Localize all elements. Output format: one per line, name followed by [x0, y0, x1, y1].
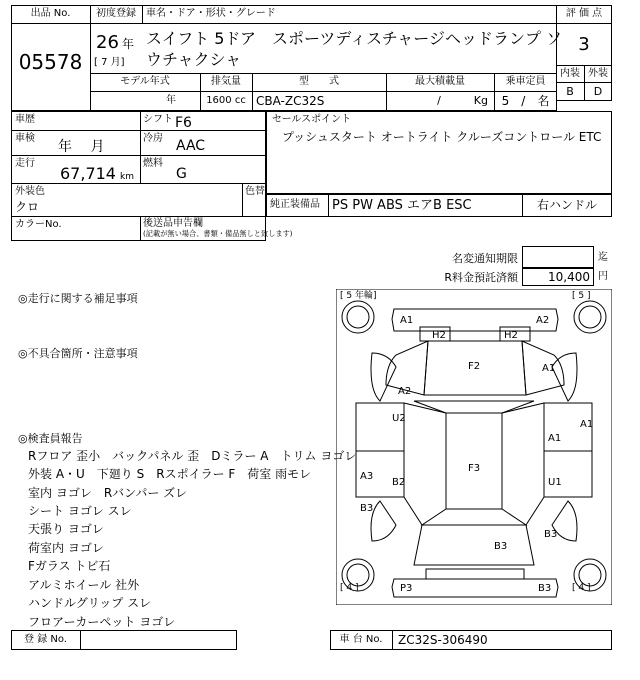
inspector-line: シート ヨゴレ スレ	[28, 504, 132, 518]
equipment-value: PS PW ABS エアB ESC	[332, 198, 472, 213]
exterior-color-label: 外装色	[15, 186, 45, 197]
mileage-unit: km	[120, 172, 134, 182]
vehicle-damage-diagram	[336, 289, 612, 605]
inspector-line: 天張り ヨゴレ	[28, 522, 104, 536]
inspector-line: Fガラス トビ石	[28, 559, 111, 573]
car-name-line2: ウチャクシャ	[146, 50, 242, 69]
steering-value: 右ハンドル	[536, 198, 597, 212]
lot-number: 05578	[18, 50, 83, 74]
doc-label: 後送品申告欄	[143, 218, 203, 229]
damage-mark: U2	[392, 413, 406, 424]
tire-tread-fr: [ 5 ]	[572, 291, 591, 301]
damage-mark: H2	[432, 330, 446, 341]
mileage-value: 67,714	[60, 164, 116, 183]
fuel-value: G	[176, 166, 187, 182]
damage-mark: F3	[468, 463, 481, 474]
model-label: 型 式	[299, 76, 339, 87]
damage-mark: U1	[548, 477, 562, 488]
recycle-label: R料金預託済額	[444, 271, 518, 284]
inspector-line: アルミホイール 社外	[28, 578, 140, 592]
max-load-label: 最大積載量	[415, 76, 465, 87]
exterior-grade-label: 外装	[588, 68, 608, 79]
damage-mark: A1	[542, 363, 556, 374]
running-title: ◎走行に関する補足事項	[18, 292, 138, 305]
inspector-line: Rフロア 歪小 バックパネル 歪 Dミラー A トリム ヨゴレ	[28, 449, 357, 463]
tire-tread-fl: [ 5 年輪]	[340, 291, 377, 301]
inspection-label: 車検	[15, 133, 35, 144]
inspector-line: ハンドルグリップ スレ	[28, 596, 152, 610]
first-reg-year: 26	[96, 32, 119, 53]
damage-mark: A2	[536, 315, 550, 326]
car-name-label: 車名・ドア・形状・グレード	[146, 8, 276, 19]
damage-mark: B2	[392, 477, 406, 488]
defects-title: ◎不具合箇所・注意事項	[18, 347, 138, 360]
exterior-grade-value: D	[593, 85, 603, 98]
first-reg-month: [ 7 月]	[94, 57, 125, 68]
interior-grade-label: 内装	[560, 68, 580, 79]
deadline-box	[522, 246, 594, 268]
damage-mark: B3	[360, 503, 374, 514]
model-year-label: モデル年式	[120, 76, 170, 87]
recycle-value: 10,400	[548, 270, 590, 284]
damage-mark: P3	[400, 583, 413, 594]
damage-mark: A3	[360, 471, 374, 482]
doc-note: (記載が無い場合、書類・備品無しと致します)	[143, 230, 293, 239]
sales-point-label: セールスポイント	[272, 114, 352, 125]
inspector-line: フロアーカーペット ヨゴレ	[28, 615, 176, 629]
damage-mark: B3	[544, 529, 558, 540]
shift-value: F6	[175, 115, 192, 131]
ac-value: AAC	[176, 138, 206, 154]
damage-mark: A2	[398, 386, 412, 397]
chassis-value: ZC32S-306490	[398, 633, 488, 647]
registration-label: 登 録 No.	[24, 634, 67, 645]
equipment-label: 純正装備品	[270, 199, 320, 210]
history-label: 車歴	[15, 114, 35, 125]
damage-mark: H2	[504, 330, 518, 341]
recycle-unit: 円	[598, 271, 608, 282]
inspector-line: 外装 A・U 下廻り S Rスポイラー F 荷室 雨モレ	[28, 467, 312, 481]
damage-mark: A1	[548, 433, 562, 444]
capacity-value: 5 / 名	[501, 94, 550, 108]
displacement-value: 1600 cc	[206, 95, 246, 106]
color-change-label: 色替	[245, 186, 265, 197]
color-no-label: カラーNo.	[15, 219, 62, 230]
model-year-unit: 年	[166, 95, 176, 106]
ac-label: 冷房	[143, 133, 163, 144]
fuel-label: 燃料	[143, 158, 163, 169]
lot-label: 出品 No.	[30, 8, 71, 19]
capacity-label: 乗車定員	[505, 76, 546, 87]
inspector-line: 室内 ヨゴレ Rバンパー ズレ	[28, 486, 188, 500]
damage-mark: A1	[400, 315, 414, 326]
deadline-label: 名変通知期限	[452, 252, 518, 265]
inspector-title: ◎検査員報告	[18, 432, 83, 445]
max-load-value: / Kg	[437, 94, 488, 107]
grade-value: 3	[578, 34, 590, 55]
deadline-unit: 迄	[598, 252, 608, 263]
grade-label: 評 価 点	[565, 8, 603, 19]
damage-mark: F2	[468, 361, 481, 372]
model-value: CBA-ZC32S	[256, 94, 325, 108]
shift-label: シフト	[143, 114, 173, 125]
chassis-label: 車 台 No.	[339, 634, 383, 645]
mileage-label: 走行	[15, 158, 35, 169]
inspector-line: 荷室内 ヨゴレ	[28, 541, 104, 555]
first-reg-year-unit: 年	[122, 37, 135, 51]
car-name-line1: スイフト 5ドア スポーツディスチャージヘッドランプ ソ	[146, 29, 563, 48]
first-reg-label: 初度登録	[96, 8, 136, 19]
tire-tread-rr: [ 4 ]	[572, 583, 591, 593]
damage-mark: A1	[580, 419, 594, 430]
tire-tread-rl: [ 4 ]	[340, 583, 359, 593]
exterior-color-value: クロ	[15, 200, 40, 214]
interior-grade-value: B	[566, 85, 574, 98]
damage-mark: B3	[538, 583, 552, 594]
damage-mark: B3	[494, 541, 508, 552]
inspection-value: 年 月	[58, 139, 105, 155]
sales-point-value: プッシュスタート オートライト クルーズコントロール ETC	[282, 130, 602, 144]
displacement-label: 排気量	[211, 76, 241, 87]
